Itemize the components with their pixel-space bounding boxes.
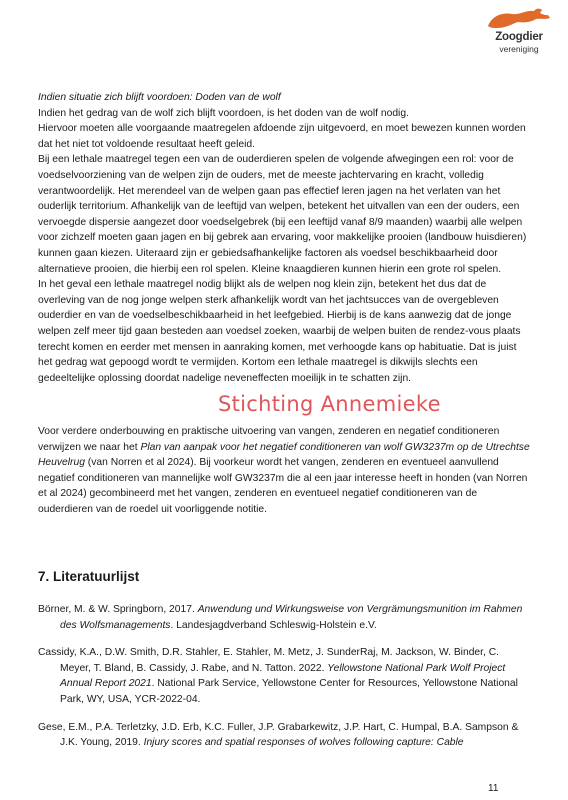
paragraph-4: In het geval een lethale maatregel nodig blijkt als de welpen nog klein zijn, betekent het dus dat de overleving van de nog jonge welpen sterk afhankelijk wordt van het jachtsucces van de overgebleven ouderdier en van de voedselbeschikbaarheid in het leefgebied. Hierbij is de kans aanwezig dat de jonge welpen zelf meer tijd gaan besteden aan voedsel zoeken, waarbij de welpen buiten de rendez-vous plaats terecht komen en eerder met mensen in aanraking komen, met verhoogde kans op habituatie. Dat is juist het gedrag wat gepoogd wordt te vermijden. Kortom een lethale maatregel is dikwijls slechts een gedeeltelijke oplossing doordat nadelige neveneffecten moeilijk in te schatten zijn. [38, 279, 521, 384]
literature-heading: 7. Literatuurlijst [38, 569, 140, 584]
otter-logo-icon [484, 6, 554, 32]
paragraph-onderbouwing [38, 424, 532, 518]
reference-title: Anwendung und Wirkungsweise von Vergrämungsmunition im Rahmen des Wolfsmanagements [60, 604, 523, 631]
paragraph-text-start: Voor verdere onderbouwing en praktische uitvoering van vangen, zenderen en negatief conditioneren verwijzen we naar het [38, 426, 500, 453]
reference-title: Injury scores and spatial responses of wolves following capture: Cable [143, 737, 464, 749]
reference-authors: Gese, E.M., P.A. Terletzky, J.D. Erb, K.C. Fuller, J.P. Grabarkewitz, J.P. Hart, C. Humpal, B.A. Sampson & J.K. Young, 2019. [38, 721, 519, 749]
reference-item [38, 602, 532, 633]
reference-details: . National Park Service, Yellowstone Center for Resources, Yellowstone National Park, WY, USA, YCR-2022-04. [60, 678, 518, 705]
section-subheading: Indien situatie zich blijft voordoen: Doden van de wolf [38, 92, 281, 103]
logo-subtitle: vereniging [499, 44, 539, 54]
logo-name: Zoogdier [495, 31, 543, 43]
page-number: 11 [488, 783, 499, 794]
reference-list [38, 602, 532, 763]
paragraph-1: Indien het gedrag van de wolf zich blijft voordoen, is het doden van de wolf nodig. [38, 107, 409, 119]
reference-authors: Cassidy, K.A., D.W. Smith, D.R. Stahler, E. Stahler, M. Metz, J. SunderRaj, M. Jackson, W. Binder, C. Meyer, T. Bland, B. Cassidy, J. Rabe, and N. Tatton. 2022. [38, 647, 500, 674]
paragraph-3: Bij een lethale maatregel tegen een van de ouderdieren spelen de volgende afwegingen een rol: voor de voedselvoorziening van de welpen zijn de ouders, met de meeste jachtervaring en kracht, volledig verantwoordelijk. Het merendeel van de welpen gaan pas effectief leren jagen na het verlaten van het ouderlijk territorium. Afhankelijk van de leeftijd van welpen, betekent het uitvallen van een der ouders, een vervoegde dispersie aangezet door voedselgebrek (bij een leeftijd vanaf 8/9 maanden) waarbij alle welpen voor zichzelf moeten gaan jagen en bij gebrek aan ervaring, voor makkelijke prooien (landbouw huisdieren) kunnen gaan kiezen. Uiteraard zijn er gebiedsafhankelijke factoren als voedsel beschikbaarheid door alternatieve prooien, die hierbij een rol spelen. Kleine knaagdieren kunnen hierin een grote rol spelen. [38, 154, 527, 275]
reference-authors: Börner, M. & W. Springborn, 2017. [38, 604, 198, 615]
reference-item [38, 645, 532, 707]
stichting-annemieke-watermark: Stichting Annemieke [218, 392, 441, 416]
reference-details: . Landesjagdverband Schleswig-Holstein e.V. [170, 619, 377, 631]
section-doden-van-de-wolf [38, 90, 532, 386]
plan-van-aanpak-title: Plan van aanpak voor het negatief conditioneren van wolf GW3237m op de Utrechtse Heuvelrug [38, 441, 530, 469]
reference-item [38, 720, 532, 751]
section-verdere-onderbouwing [38, 424, 532, 518]
zoogdiervereniging-logo [476, 6, 562, 60]
paragraph-2: Hiervoor moeten alle voorgaande maatregelen afdoende zijn uitgevoerd, en moet bewezen kunnen worden dat het niet tot voldoende resultaat heeft geleid. [38, 123, 526, 150]
paragraph-text-end: (van Norren et al 2024). Bij voorkeur wordt het vangen, zenderen en eventueel aanvullend negatief conditioneren van mannelijke wolf GW3237m die al een jaar interesse heeft in honden (van Norren et al 2024) gecombineerd met het vangen, zenderen en eventueel negatief conditioneren van de ouderdieren van de roedel uit voorliggende notitie. [38, 457, 528, 515]
reference-title: Yellowstone National Park Wolf Project Annual Report 2021 [60, 662, 506, 690]
